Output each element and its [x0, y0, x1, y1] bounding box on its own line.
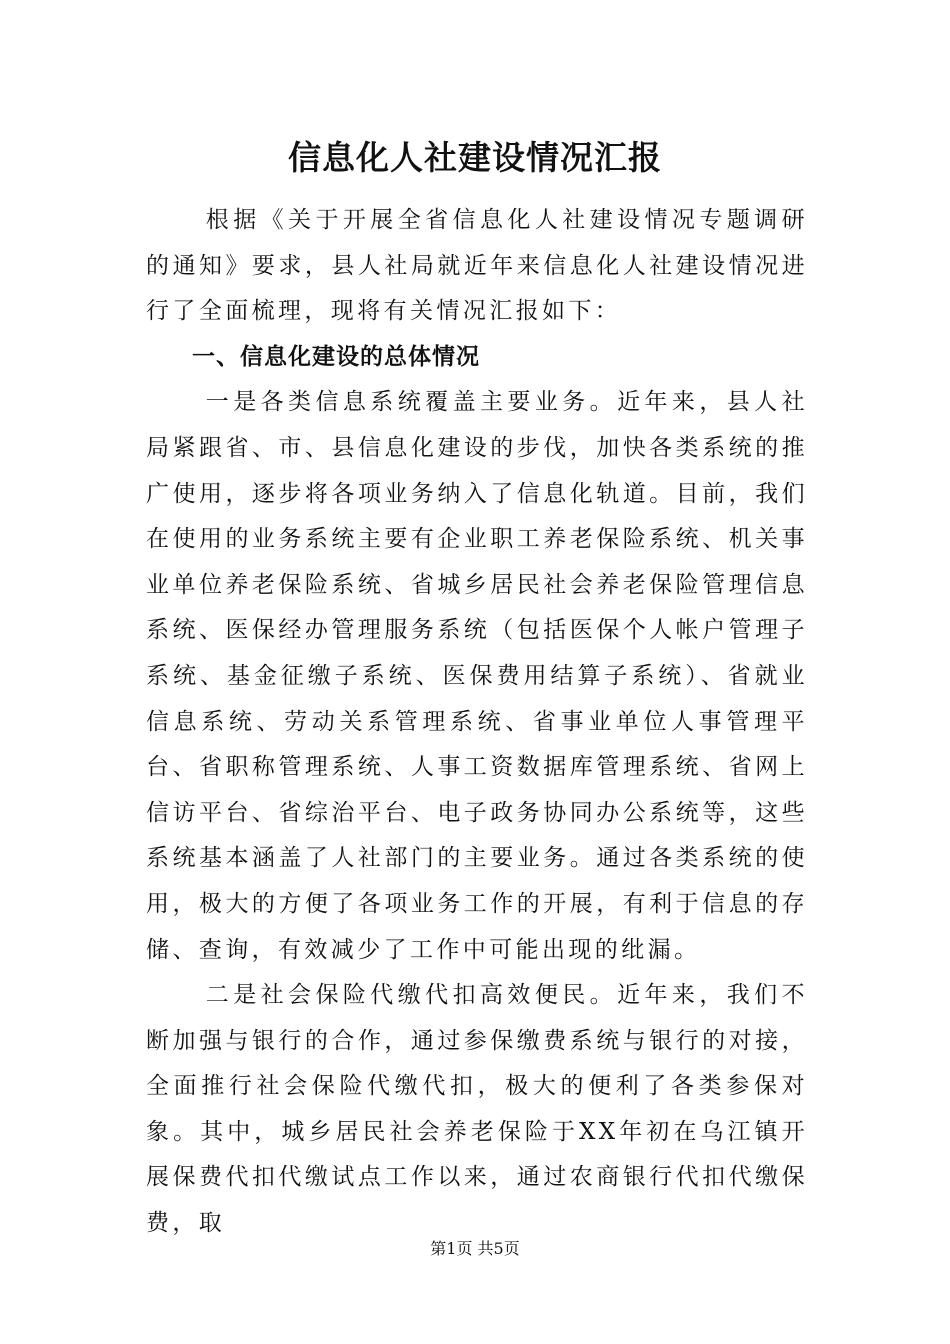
- paragraph-insurance: 二是社会保险代缴代扣高效便民。近年来，我们不断加强与银行的合作，通过参保缴费系统与银行的对接，全面推行社会保险代缴代扣，极大的便利了各类参保对象。其中，城乡居民社会养老保险于XX年初在乌江镇开展保费代扣代缴试点工作以来，通过农商银行代扣代缴保费，取: [146, 982, 808, 1237]
- document-title: 信息化人社建设情况汇报: [288, 138, 662, 177]
- paragraph-systems: 一是各类信息系统覆盖主要业务。近年来，县人社局紧跟省、市、县信息化建设的步伐，加快各类系统的推广使用，逐步将各项业务纳入了信息化轨道。目前，我们在使用的业务系统主要有企业职工养老保险系统、机关事业单位养老保险系统、省城乡居民社会养老保险管理信息系统、医保经办管理服务系统（包括医保个人帐户管理子系统、基金征缴子系统、医保费用结算子系统）、省就业信息系统、劳动关系管理系统、省事业单位人事管理平台、省职称管理系统、人事工资数据库管理系统、省网上信访平台、省综治平台、电子政务协同办公系统等，这些系统基本涵盖了人社部门的主要业务。通过各类系统的使用，极大的方便了各项业务工作的开展，有利于信息的存储、查询，有效减少了工作中可能出现的纰漏。: [146, 389, 808, 963]
- document-body: [146, 198, 808, 1247]
- page-footer: 第1页 共5页: [430, 1239, 520, 1258]
- section-heading: 一、信息化建设的总体情况: [192, 343, 480, 370]
- intro-paragraph: 根据《关于开展全省信息化人社建设情况专题调研的通知》要求，县人社局就近年来信息化人社建设情况进行了全面梳理，现将有关情况汇报如下：: [146, 207, 808, 325]
